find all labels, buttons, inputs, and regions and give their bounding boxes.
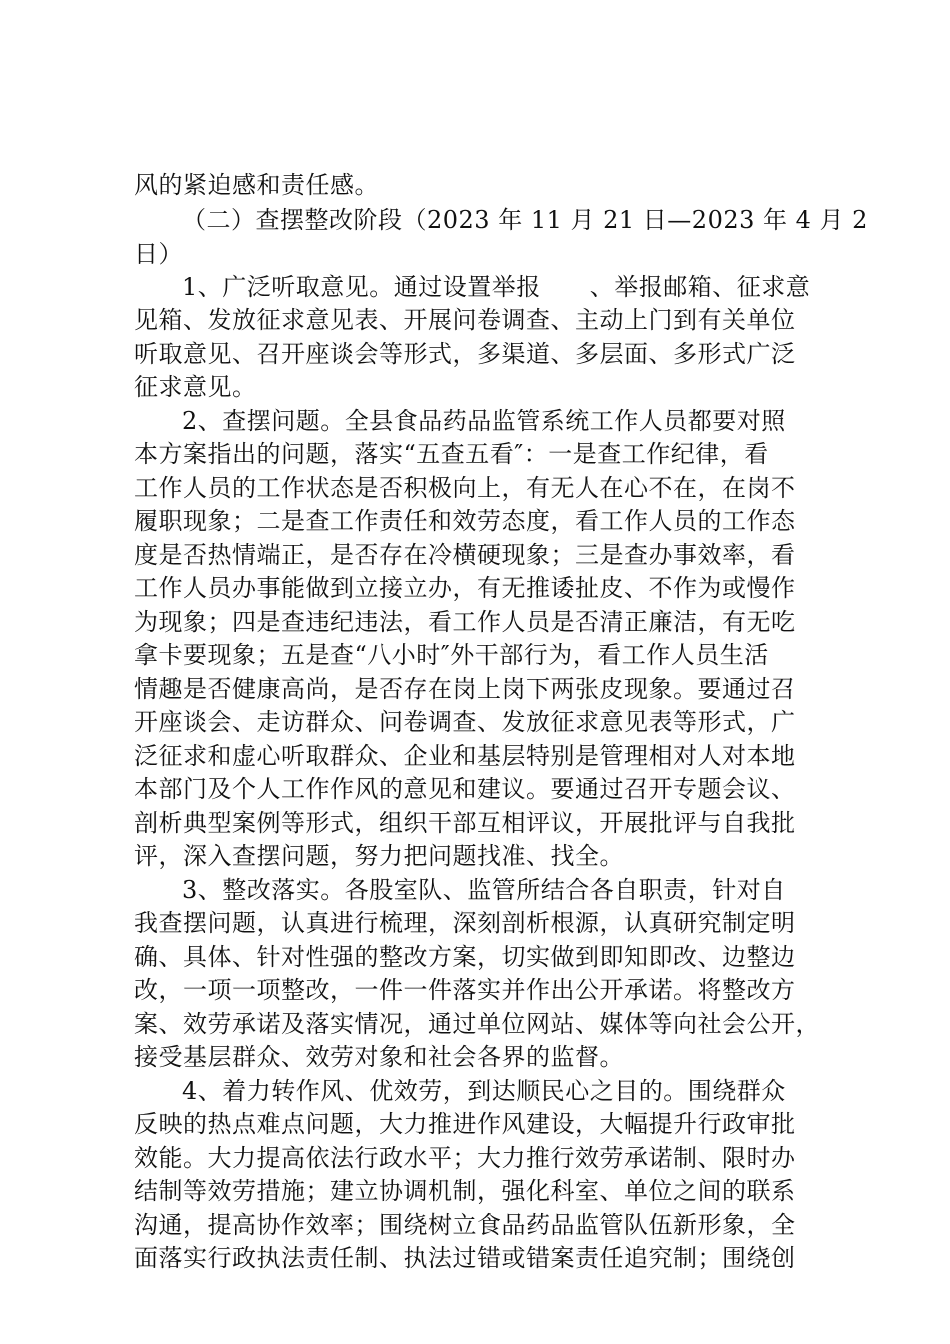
text-line: 听取意见、召开座谈会等形式，多渠道、多层面、多形式广泛 bbox=[134, 340, 796, 368]
text-line: 工作人员的工作状态是否积极向上，有无人在心不在，在岗不 bbox=[134, 474, 796, 502]
text-line: 沟通，提高协作效率；围绕树立食品药品监管队伍新形象，全 bbox=[134, 1211, 796, 1239]
paragraph-first-line: 1、广泛听取意见。通过设置举报 、举报邮箱、征求意 bbox=[182, 273, 811, 301]
text-line: 征求意见。 bbox=[134, 373, 257, 401]
text-line: 剖析典型案例等形式，组织干部互相评议，开展批评与自我批 bbox=[134, 809, 796, 837]
text-line: 度是否热情端正，是否存在冷横硬现象；三是查办事效率，看 bbox=[134, 541, 796, 569]
paragraph-first-line: 2、查摆问题。全县食品药品监管系统工作人员都要对照 bbox=[182, 407, 786, 435]
text-line: 结制等效劳措施；建立协调机制，强化科室、单位之间的联系 bbox=[134, 1177, 796, 1205]
text-line: 开座谈会、走访群众、问卷调查、发放征求意见表等形式，广 bbox=[134, 708, 796, 736]
section-heading: （二）查摆整改阶段（2023 年 11 月 21 日—2023 年 4 月 2 bbox=[182, 206, 868, 234]
text-line: 风的紧迫感和责任感。 bbox=[134, 171, 379, 199]
text-line: 见箱、发放征求意见表、开展问卷调查、主动上门到有关单位 bbox=[134, 306, 796, 334]
text-line: 日） bbox=[134, 240, 183, 268]
text-line: 案、效劳承诺及落实情况，通过单位网站、媒体等向社会公开， bbox=[134, 1010, 820, 1038]
text-line: 泛征求和虚心听取群众、企业和基层特别是管理相对人对本地 bbox=[134, 742, 796, 770]
text-line: 本方案指出的问题，落实“五查五看″：一是查工作纪律，看 bbox=[134, 440, 769, 468]
text-line: 为现象；四是查违纪违法，看工作人员是否清正廉洁，有无吃 bbox=[134, 608, 796, 636]
text-line: 确、具体、针对性强的整改方案，切实做到即知即改、边整边 bbox=[134, 943, 796, 971]
text-line: 面落实行政执法责任制、执法过错或错案责任追究制；围绕创 bbox=[134, 1244, 796, 1272]
paragraph-first-line: 4、着力转作风、优效劳，到达顺民心之目的。围绕群众 bbox=[182, 1077, 786, 1105]
text-line: 拿卡要现象；五是查“八小时″外干部行为，看工作人员生活 bbox=[134, 641, 769, 669]
text-line: 本部门及个人工作作风的意见和建议。要通过召开专题会议、 bbox=[134, 775, 796, 803]
text-line: 履职现象；二是查工作责任和效劳态度，看工作人员的工作态 bbox=[134, 507, 796, 535]
text-line: 效能。大力提高依法行政水平；大力推行效劳承诺制、限时办 bbox=[134, 1144, 796, 1172]
text-line: 工作人员办事能做到立接立办，有无推诿扯皮、不作为或慢作 bbox=[134, 574, 796, 602]
text-line: 我查摆问题，认真进行梳理，深刻剖析根源，认真研究制定明 bbox=[134, 909, 796, 937]
paragraph-first-line: 3、整改落实。各股室队、监管所结合各自职责，针对自 bbox=[182, 876, 786, 904]
text-line: 接受基层群众、效劳对象和社会各界的监督。 bbox=[134, 1043, 624, 1071]
text-line: 情趣是否健康高尚，是否存在岗上岗下两张皮现象。要通过召 bbox=[134, 675, 796, 703]
text-line: 评，深入查摆问题，努力把问题找准、找全。 bbox=[134, 842, 624, 870]
text-line: 反映的热点难点问题，大力推进作风建设，大幅提升行政审批 bbox=[134, 1110, 796, 1138]
text-line: 改，一项一项整改，一件一件落实并作出公开承诺。将整改方 bbox=[134, 976, 796, 1004]
